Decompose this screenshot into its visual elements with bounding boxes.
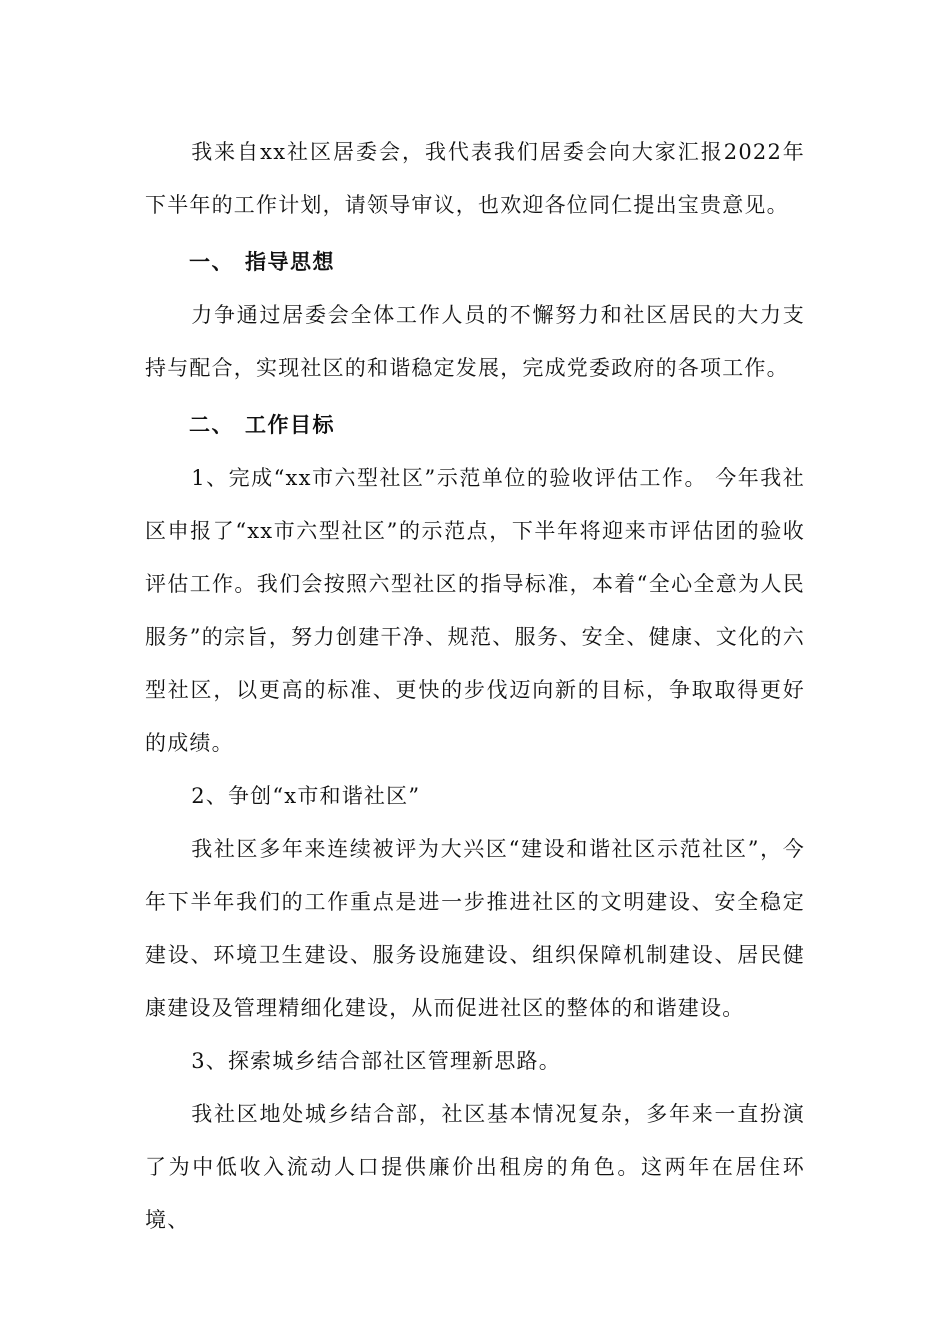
goal-3-title: 3、探索城乡结合部社区管理新思路。 (191, 1049, 561, 1073)
goal-3-paragraph: 我社区地处城乡结合部，社区基本情况复杂，多年来一直扮演了为中低收入流动人口提供廉价出租房的角色。这两年在居住环境、 (145, 1102, 805, 1232)
goal-2-paragraph: 我社区多年来连续被评为大兴区“建设和谐社区示范社区”，今年下半年我们的工作重点是进一步推进社区的文明建设、安全稳定建设、环境卫生建设、服务设施建设、组织保障机制建设、居民健康建设及管理精细化建设，从而促进社区的整体的和谐建设。 (145, 837, 805, 1020)
section-heading-work-goals (145, 399, 805, 452)
goal-2-title: 2、争创“x市和谐社区” (191, 784, 421, 808)
section-title: 指导思想 (245, 250, 335, 274)
section-number: 二、 (189, 413, 234, 437)
section-heading-guiding-ideology (145, 236, 805, 289)
document-body (145, 126, 805, 1247)
guiding-ideology-paragraph: 力争通过居委会全体工作人员的不懈努力和社区居民的大力支持与配合，实现社区的和谐稳定发展，完成党委政府的各项工作。 (145, 303, 805, 380)
section-title: 工作目标 (245, 413, 335, 437)
intro-paragraph: 我来自xx社区居委会，我代表我们居委会向大家汇报2022年下半年的工作计划，请领导审议，也欢迎各位同仁提出宝贵意见。 (145, 140, 805, 217)
goal-1-paragraph: 1、完成“xx市六型社区”示范单位的验收评估工作。 今年我社区申报了“xx市六型社区”的示范点，下半年将迎来市评估团的验收评估工作。我们会按照六型社区的指导标准，本着“全心全意为人民服务”的宗旨，努力创建干净、规范、服务、安全、健康、文化的六型社区，以更高的标准、更快的步伐迈向新的目标，争取取得更好的成绩。 (145, 466, 805, 755)
section-number: 一、 (189, 250, 234, 274)
